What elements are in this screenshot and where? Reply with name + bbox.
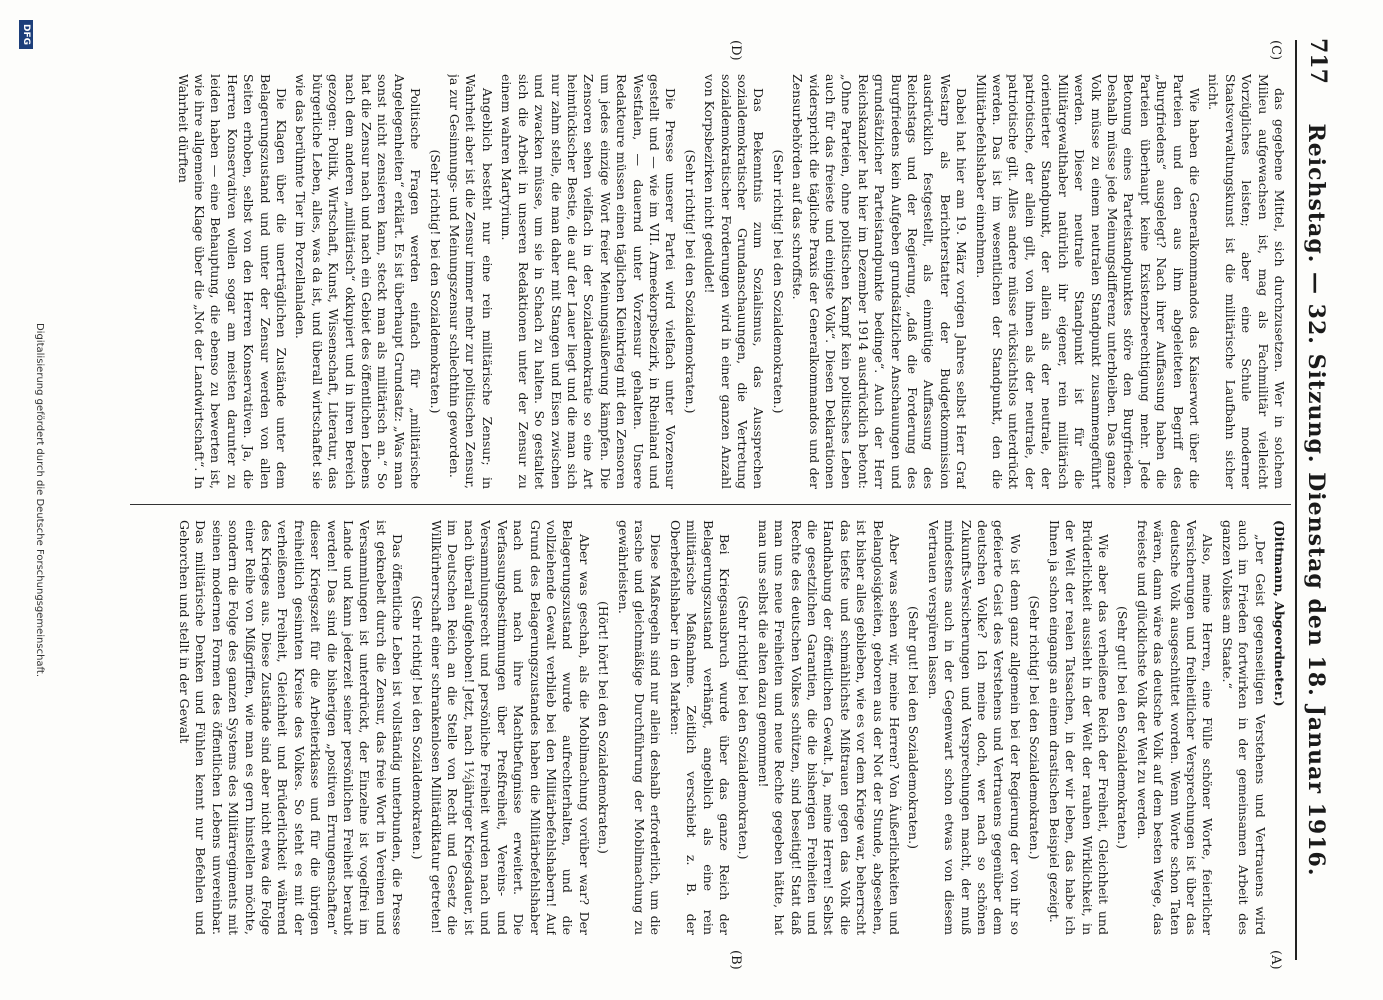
interjection: (Sehr richtig! bei den Sozialdemokraten.) [427, 149, 443, 414]
paragraph: Bei Kriegsausbruch wurde über das ganze Reich der Belagerungszustand verhängt, angeblich als eine rein militärische Maßnahme. Zeitlich verschiebt z. B. der Oberbefehlshaber in den Marken: [667, 520, 732, 935]
page-header: Reichstag. — 32. Sitzung. Dienstag den 18. Januar 1916. [1303, 123, 1329, 877]
paragraph: Die Presse unserer Partei wird vielfach unter Vorzensur gestellt und — wie im VII. Armeekorpsbezirk, in Rheinland und Westfalen, — dauernd unter Vorzensur gehalten. Unsere Redakteure müssen einen täglichen Kleinkrieg mit den Zensoren um jedes einzige Wort freier Meinungsäußerung kämpfen. Die Zensoren sehen vielfach in der Sozialdemokratie so eine Art heimtückischer Bestie, die auf der Lauer liegt und die man sich nur zahm stelle, die man daher mit Stangen und Eisen zwischen und zwacken müsse, um sie in Schach zu halten. So gestaltet sich die Arbeit in unseren Redaktionen unter der Zensur zu einem wahren Martyrium. [499, 74, 679, 489]
paragraph: das gegebene Mittel, sich durchzusetzen. Wer in solchem Milieu aufgewachsen ist, mag als Fachmilitär vielleicht Vorzügliches leisten; aber eine Schule moderner Staatsverwaltungskunst ist die militärische Laufbahn sicher nicht. [1206, 74, 1287, 489]
interjection: (Sehr richtig! bei den Sozialdemokraten.) [1027, 595, 1043, 860]
paragraph: Aber was geschah, als die Mobilmachung vorüber war? Der Belagerungszustand wurde aufrechterhalten, und die vollziehende Gewalt verblieb bei den Militärbefehlshabern! Auf Grund des Belagerungszustandes haben die Militärbefehlshaber nach und nach ihre Machtbefugnisse erweitert. Die Verfassungsbestimmungen über Preßfreiheit, Vereins- und Versammlungsrecht und persönliche Freiheit wurden nach und nach überall aufgehoben! Jetzt, nach 1½jähriger Kriegsdauer, ist im Deutschen Reich an die Stelle von Recht und Gesetz die Willkürherrschaft einer schrankenlosen Militärdiktatur getreten! [429, 520, 592, 935]
margin-marker-b: (B) [728, 950, 743, 970]
paragraph: Das öffentliche Leben ist vollständig unterbunden, die Presse ist geknebelt durch die Zensur, das freie Wort in Vereinen und Versammlungen ist unterdrückt, der Einzelne ist vogelfrei im Lande und kann jederzeit seiner persönlichen Freiheit beraubt werden! Das sind die bisherigen „positiven Errungenschaften“ dieser Kriegszeit für die Arbeiterklasse und für die übrigen freiheitlich gesinnten Kreise des Volkes. So steht es mit der verheißenen Freiheit, Gleichheit und Brüderlichkeit während des Krieges aus. Diese Zustände sind aber nicht etwa die Folge einer Reihe von Mißgriffen, wie man es gern hinstellen möchte, sondern die Folge des ganzen Systems des Militärregiments mit seinen modernen Formen des öffentlichen Lebens unvereinbar. Das militärische Denken und Fühlen kennt nur Befehlen und Gehorchen und stellt in der Gewalt [177, 520, 406, 935]
paragraph: Wie aber das verheißene Reich der Freiheit, Gleichheit und Brüderlichkeit aussieht in der Welt der rauhen Wirklichkeit, in der Welt der realen Tatsachen, in der wir leben, das habe ich Ihnen ja schon eingangs an einem drastischen Beispiel gezeigt. [1046, 520, 1111, 935]
paragraph: Angeblich besteht nur eine rein militärische Zensur; in Wahrheit aber ist die Zensur immer mehr zur politischen Zensur, ja zur Gesinnungs- und Meinungszensur schlechthin geworden. [447, 74, 495, 489]
interjection: (Hört! hört! bei den Sozialdemokraten.) [596, 601, 612, 854]
interjection: (Sehr richtig! bei den Sozialdemokraten.) [736, 595, 752, 860]
speaker-label: (Dittmann, Abgeordneter.) [1272, 520, 1287, 707]
paragraph: „Der Geist gegenseitigen Verstehens und Vertrauens wird auch im Frieden fortwirken in der gemeinsamen Arbeit des ganzen Volkes am Staate.“ [1219, 520, 1268, 935]
interjection: (Sehr richtig! bei den Sozialdemokraten.) [770, 149, 786, 414]
paragraph: Das Bekenntnis zum Sozialismus, das Aussprechen sozialdemokratischer Grundanschauungen, die Vertretung sozialdemokratischer Forderungen wird in einer ganzen Anzahl von Korpsbezirken nicht geduldet! [702, 74, 767, 489]
text-column-left [130, 74, 1287, 489]
text-column-right [130, 520, 1287, 935]
interjection: (Sehr gut! bei den Sozialdemokraten.) [1115, 606, 1131, 849]
margin-marker-c: (C) [1268, 40, 1283, 61]
paragraph: Aber was sehen wir, meine Herren? Von Äußerlichkeiten und Belanglosigkeiten, geboren aus der Not der Stunde, abgesehen, ist bisher alles geblieben, wie es vor dem Kriege war, beherrscht das tiefste und schmählichste Mißtrauen gegen das Volk die Handhabung der öffentlichen Gewalt. Ja, meine Herren! Selbst die gesetzlichen Garantien, die die bisherigen Freiheiten und Rechte des deutschen Volkes schützen, sind beseitigt! Statt daß man uns neue Freiheiten und neue Rechte gegeben hätte, hat man uns selbst die alten dazu genommen! [755, 520, 903, 935]
interjection: (Sehr richtig! bei den Sozialdemokraten.) [682, 149, 698, 414]
paragraph: Wo ist denn ganz allgemein bei der Regierung der von ihr so gefeierte Geist des Verstehens und Vertrauens gegenüber dem deutschen Volke? Ich meine doch, wer nach so schönen Zukunfts-Versicherungen und Versprechungen macht, der muß mindestens auch in der Gegenwart schon etwas von diesem Vertrauen verspüren lassen. [925, 520, 1023, 935]
paragraph: Politische Fragen werden einfach für „militärische Angelegenheiten“ erklärt. Es ist überhaupt Grundsatz: „Was man sonst nicht zensieren kann, steckt man als militärisch an.“ So hat die Zensur nach und nach ein Gebiet des öffentlichen Lebens nach dem anderen „militärisch“ okkupiert und in ihren Bereich gezogen: Politik, Wirtschaft, Kunst, Wissenschaft, Literatur, das bürgerliche Leben, alles, was da ist, und überall wirtschaftet sie wie das berühmte Tier im Porzellanladen. [293, 74, 424, 489]
interjection: (Sehr gut! bei den Sozialdemokraten.) [906, 606, 922, 849]
paragraph: Dabei hat hier am 19. März vorigen Jahres selbst Herr Graf Westarp als Berichterstatter der Budgetkommission ausdrücklich festgestellt, als einmütige Auffassung des Reichstags und der Regierung, „daß die Forderung des Burgfriedens kein Aufgeben grundsätzlicher Anschauungen und grundsätzlicher Parteistandpunkte bedinge“. Auch der Herr Reichskanzler hat hier im Dezember 1914 ausdrücklich betont: „Ohne Parteien, ohne politischen Kampf kein politisches Leben auch für das freieste und einigste Volk“. Diesen Deklarationen widerspricht die tägliche Praxis der Generalkommandos und der Zensurbehörden auf das schroffste. [790, 74, 970, 489]
paragraph: Diese Maßregeln sind nur allein deshalb erforderlich, um die rasche und gleichmäßige Durchführung der Mobilmachung zu gewährleisten. [615, 520, 664, 935]
paragraph: Wie haben die Generalkommandos das Kaiserwort über die Parteien und den aus ihm abgeleiteten Begriff des „Burgfriedens“ ausgelegt? Nach ihrer Auffassung haben die Parteien überhaupt keine Existenzberechtigung mehr. Jede Betonung eines Parteistandpunktes störe den Burgfrieden. Deshalb müsse jede Meinungsdifferenz unterbleiben. Das ganze Volk müsse zu einem neutralen Standpunkt zusammengeführt werden. Dieser neutrale Standpunkt ist für die Militärgewalthaber natürlich ihr eigener, rein militärisch orientierter Standpunkt, der allein als der neutrale, der patriotische, der allein gilt, von ihnen als der neutrale, der patriotische gilt. Alles andere müsse rücksichtslos unterdrückt werden. Das ist im wesentlichen der Standpunkt, den die Militärbefehlshaber einnehmen. [973, 74, 1202, 489]
digitization-note: Digitalisierung gefördert durch die Deutsche Forschungsgemeinschaft. [34, 322, 45, 678]
page-number: 717 [1305, 38, 1331, 84]
interjection: (Sehr richtig! bei den Sozialdemokraten.) [409, 595, 425, 860]
header-rule [1295, 40, 1297, 960]
paragraph: Also, meine Herren, eine Fülle schöner Worte, feierlicher Versicherungen und freiheitlicher Versprechungen ist über das deutsche Volk ausgeschüttet worden. Wenn Worte schon Taten wären, dann wäre das deutsche Volk auf dem besten Wege, das freieste und glücklichste Volk der Welt zu werden. [1134, 520, 1216, 935]
column-divider [130, 504, 1291, 505]
margin-marker-d: (D) [728, 40, 743, 61]
dfg-logo: DFG [19, 20, 33, 49]
paragraph: Die Klagen über die unerträglichen Zustände unter dem Belagerungszustand und unter der Zensur werden von allen Seiten erhoben, selbst von den Herren Konservativen. Ja, die Herren Konservativen wollen sogar am meisten darunter zu leiden haben — eine Behauptung, die ebenso zu bewerten ist, wie ihre allgemeine Klage über die „Not der Landwirtschaft“. In Wahrheit dürften [175, 74, 290, 489]
margin-marker-a: (A) [1268, 950, 1283, 970]
